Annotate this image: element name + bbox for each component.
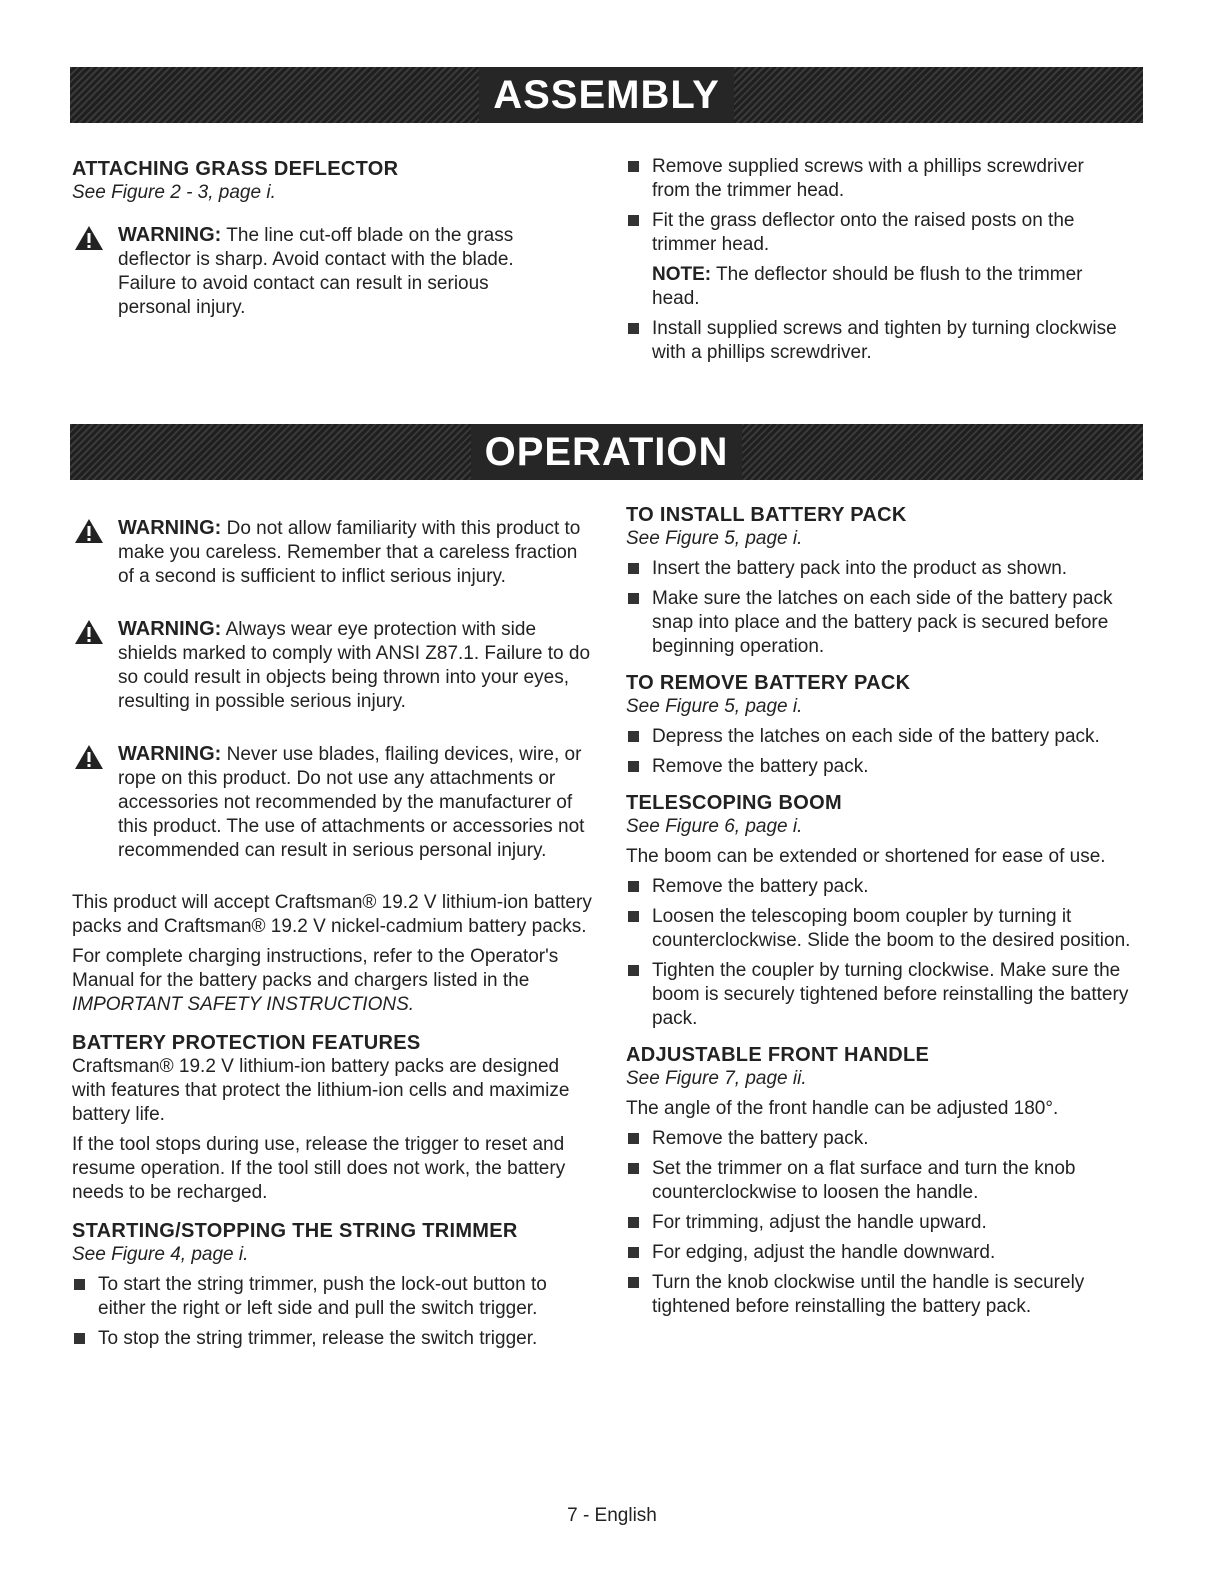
list-item: Loosen the telescoping boom coupler by turning it counterclockwise. Slide the boom to the desired position. [626, 905, 1141, 953]
list-item: To stop the string trimmer, release the switch trigger. [72, 1327, 592, 1351]
charging-text: For complete charging instructions, refer to the Operator's Manual for the battery packs and chargers listed in the [72, 946, 559, 991]
charging-instructions [72, 945, 592, 1017]
list-item: Depress the latches on each side of the battery pack. [626, 725, 1141, 749]
warning-icon [74, 619, 104, 645]
install-steps [626, 557, 1141, 659]
telescoping-boom-heading: TELESCOPING BOOM [626, 792, 842, 814]
list-item: Remove the battery pack. [626, 1127, 1141, 1151]
starting-stopping-heading: STARTING/STOPPING THE STRING TRIMMER [72, 1220, 518, 1242]
warning-label: WARNING: [118, 224, 222, 246]
warning-label: WARNING: [118, 517, 222, 539]
warning-label: WARNING: [118, 618, 222, 640]
boom-intro: The boom can be extended or shortened for ease of use. [626, 846, 1106, 867]
install-battery-heading: TO INSTALL BATTERY PACK [626, 504, 907, 526]
list-item: Make sure the latches on each side of the battery pack snap into place and the battery pack is secured before beginning operation. [626, 587, 1141, 659]
list-item: Tighten the coupler by turning clockwise. Make sure the boom is securely tightened before reinstalling the battery pack. [626, 959, 1141, 1031]
page-footer: 7 - English [567, 1505, 657, 1526]
battery-protection-heading: BATTERY PROTECTION FEATURES [72, 1032, 421, 1054]
figure-reference: See Figure 6, page i. [626, 816, 803, 837]
figure-reference: See Figure 7, page ii. [626, 1068, 807, 1089]
boom-steps [626, 875, 1141, 1031]
warning-text: Always wear eye protection with side shields marked to comply with ANSI Z87.1. Failure to do so could result in objects being thrown into your eyes, resulting in possible serious injury. [118, 619, 591, 712]
note-text: The deflector should be flush to the trimmer head. [652, 264, 1083, 309]
assembly-left-column [72, 157, 562, 348]
assembly-steps-continued [626, 317, 1126, 365]
remove-steps [626, 725, 1141, 779]
assembly-right-column [626, 155, 1126, 371]
handle-steps [626, 1127, 1141, 1319]
list-item: Set the trimmer on a flat surface and turn the knob counterclockwise to loosen the handle. [626, 1157, 1141, 1205]
figure-reference: See Figure 5, page i. [626, 696, 803, 717]
note [626, 263, 1126, 311]
protection-paragraph: If the tool stops during use, release the trigger to reset and resume operation. If the tool still does not work, the battery needs to be recharged. [72, 1134, 566, 1203]
warning-block [72, 516, 592, 589]
assembly-banner [70, 67, 1143, 123]
warning-block [72, 223, 562, 320]
list-item: To start the string trimmer, push the lock-out button to either the right or left side and pull the switch trigger. [72, 1273, 592, 1321]
battery-compatibility: This product will accept Craftsman® 19.2 V lithium-ion battery packs and Craftsman® 19.2 V nickel-cadmium battery packs. [72, 892, 592, 937]
list-item: Fit the grass deflector onto the raised posts on the trimmer head. [626, 209, 1126, 257]
attaching-deflector-heading: ATTACHING GRASS DEFLECTOR [72, 158, 399, 180]
list-item: Install supplied screws and tighten by turning clockwise with a phillips screwdriver. [626, 317, 1126, 365]
list-item: Remove supplied screws with a phillips screwdriver from the trimmer head. [626, 155, 1126, 203]
operation-title: OPERATION [471, 424, 743, 480]
warning-icon [74, 518, 104, 544]
starting-steps [72, 1273, 592, 1351]
figure-reference: See Figure 4, page i. [72, 1244, 249, 1265]
list-item: Remove the battery pack. [626, 755, 1141, 779]
list-item: For edging, adjust the handle downward. [626, 1241, 1141, 1265]
front-handle-heading: ADJUSTABLE FRONT HANDLE [626, 1044, 930, 1066]
warning-text: Do not allow familiarity with this product to make you careless. Remember that a careless fraction of a second is sufficient to inflict serious injury. [118, 518, 581, 587]
warning-label: WARNING: [118, 743, 222, 765]
list-item: Remove the battery pack. [626, 875, 1141, 899]
assembly-steps [626, 155, 1126, 257]
warning-icon [74, 744, 104, 770]
list-item: Insert the battery pack into the product as shown. [626, 557, 1141, 581]
figure-reference: See Figure 2 - 3, page i. [72, 182, 276, 203]
operation-left-column [72, 516, 592, 1357]
warning-icon [74, 225, 104, 251]
warning-text: The line cut-off blade on the grass deflector is sharp. Avoid contact with the blade. Failure to avoid contact can result in serious personal injury. [118, 225, 514, 318]
note-label: NOTE: [652, 264, 712, 285]
operation-right-column [626, 503, 1141, 1325]
warning-block [72, 742, 592, 863]
operation-banner [70, 424, 1143, 480]
protection-paragraph: Craftsman® 19.2 V lithium-ion battery packs are designed with features that protect the lithium-ion cells and maximize battery life. [72, 1056, 570, 1125]
figure-reference: See Figure 5, page i. [626, 528, 803, 549]
warning-block [72, 617, 592, 714]
warning-text: Never use blades, flailing devices, wire, or rope on this product. Do not use any attachments or accessories not recommended by the manufacturer of this product. The use of attachments or accessories not recommended can result in serious personal injury. [118, 744, 585, 861]
remove-battery-heading: TO REMOVE BATTERY PACK [626, 672, 911, 694]
list-item: Turn the knob clockwise until the handle is securely tightened before reinstalling the battery pack. [626, 1271, 1141, 1319]
handle-intro: The angle of the front handle can be adjusted 180°. [626, 1098, 1059, 1119]
list-item: For trimming, adjust the handle upward. [626, 1211, 1141, 1235]
assembly-title: ASSEMBLY [479, 67, 734, 123]
safety-instructions-title: IMPORTANT SAFETY INSTRUCTIONS. [72, 994, 415, 1015]
